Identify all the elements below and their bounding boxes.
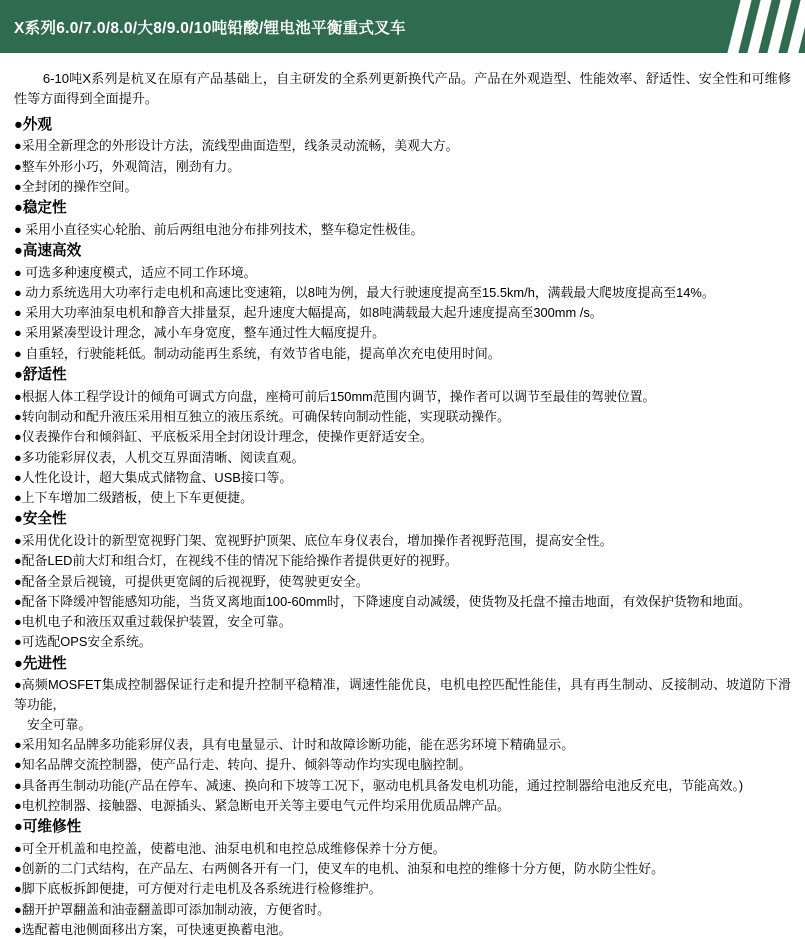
page-header [0, 0, 805, 53]
bullet-item: ●高频MOSFET集成控制器保证行走和提升控制平稳精准，调速性能优良，电机电控匹配性能佳，具有再生制动、反接制动、坡道防下滑等功能， [14, 677, 791, 712]
bullet-item: ●配备下降缓冲智能感知功能，当货叉离地面100-60mm时，下降速度自动减缓，使货物及托盘不撞击地面，有效保护货物和地面。 [14, 593, 752, 609]
section-heading-safety: ●安全性 [14, 511, 67, 528]
section-heading-advanced: ●先进性 [14, 655, 67, 672]
bullet-item: ●具备再生制动功能(产品在停车、减速、换向和下坡等工况下，驱动电机具备发电机功能，通过控制器给电池反充电，节能高效。) [14, 777, 744, 793]
bullet-item: ●电机控制器、接触器、电源插头、紧急断电开关等主要电气元件均采用优质品牌产品。 [14, 797, 510, 813]
bullet-item: ● 采用大功率油泵电机和静音大排量泵，起升速度大幅提高，如8吨满载最大起升速度提高至300mm /s。 [14, 305, 603, 321]
bullet-item: ●仪表操作台和倾斜缸、平底板采用全封闭设计理念，使操作更舒适安全。 [14, 429, 433, 445]
page-title: X系列6.0/7.0/8.0/大8/9.0/10吨铅酸/锂电池平衡重式叉车 [14, 19, 406, 37]
section-heading-comfort: ●舒适性 [14, 367, 67, 384]
section-heading-stability: ●稳定性 [14, 200, 67, 217]
bullet-item: ● 采用小直径实心轮胎、前后两组电池分布排列技术，整车稳定性极佳。 [14, 221, 424, 237]
bullet-item: ●可全开机盖和电控盖，使蓄电池、油泵电机和电控总成维修保养十分方便。 [14, 840, 446, 856]
bullet-item: ●配备全景后视镜，可提供更宽阔的后视视野，使驾驶更安全。 [14, 573, 369, 589]
section-heading-appearance: ●外观 [14, 116, 53, 133]
bullet-item: ● 自重轻，行驶能耗低。制动动能再生系统，有效节省电能，提高单次充电使用时间。 [14, 345, 501, 361]
bullet-item-continuation: 安全可靠。 [27, 716, 92, 732]
bullet-item: ●采用优化设计的新型宽视野门架、宽视野护顶架、底位车身仪表台，增加操作者视野范围，提高安全性。 [14, 532, 613, 548]
section-heading-speed-efficiency: ●高速高效 [14, 243, 82, 259]
bullet-item: ●采用知名品牌多功能彩屏仪表，具有电量显示、计时和故障诊断功能，能在恶劣环境下精确显示。 [14, 737, 575, 753]
bullet-item: ●配备LED前大灯和组合灯，在视线不佳的情况下能给操作者提供更好的视野。 [14, 553, 458, 569]
bullet-item: ●人性化设计，超大集成式储物盒、USB接口等。 [14, 469, 293, 485]
bullet-item: ●转向制动和配升液压采用相互独立的液压系统。可确保转向制动性能，实现联动操作。 [14, 408, 510, 424]
intro-paragraph: 6-10吨X系列是杭叉在原有产品基础上，自主研发的全系列更新换代产品。产品在外观造型、性能效率、舒适性、安全性和可维修性等方面得到全面提升。 [14, 71, 791, 107]
bullet-item: ●知名品牌交流控制器，使产品行走、转向、提升、倾斜等动作均实现电脑控制。 [14, 757, 472, 773]
header-stripe-group [725, 0, 805, 53]
header-stripe [767, 0, 791, 53]
bullet-item: ●上下车增加二级踏板，使上下车更便捷。 [14, 490, 253, 506]
bullet-item: ●根据人体工程学设计的倾角可调式方向盘，座椅可前后150mm范围内调节，操作者可以调节至最佳的驾驶位置。 [14, 388, 656, 404]
bullet-item: ●可选配OPS安全系统。 [14, 634, 152, 650]
bullet-item: ●创新的二门式结构，在产品左、右两侧各开有一门，使叉车的电机、油泵和电控的维修十分方便，防水防尘性好。 [14, 861, 664, 877]
bullet-item: ● 动力系统选用大功率行走电机和高速比变速箱，以8吨为例，最大行驶速度提高至15.5km/h，满载最大爬坡度提高至14%。 [14, 284, 715, 300]
header-stripe [727, 0, 751, 53]
header-stripe [747, 0, 771, 53]
document-body [0, 53, 805, 939]
bullet-item: ●电机电子和液压双重过载保护装置，安全可靠。 [14, 614, 292, 630]
section-heading-maintainability: ●可维修性 [14, 819, 82, 836]
bullet-item: ●整车外形小巧，外观简洁，刚劲有力。 [14, 158, 241, 174]
bullet-item: ●多功能彩屏仪表，人机交互界面清晰、阅读直观。 [14, 449, 305, 465]
bullet-item: ● 可选多种速度模式，适应不同工作环境。 [14, 264, 257, 280]
bullet-item: ●全封闭的操作空间。 [14, 178, 138, 194]
bullet-item: ●采用全新理念的外形设计方法，流线型曲面造型，线条灵动流畅，美观大方。 [14, 138, 459, 154]
bullet-item: ● 采用紧凑型设计理念，减小车身宽度，整车通过性大幅度提升。 [14, 325, 385, 341]
bullet-item: ●翻开护罩翻盖和油壶翻盖即可添加制动液，方便省时。 [14, 901, 331, 917]
bullet-item: ●选配蓄电池侧面移出方案，可快速更换蓄电池。 [14, 921, 292, 937]
header-stripe [787, 0, 805, 53]
bullet-item: ●脚下底板拆卸便捷，可方便对行走电机及各系统进行检修维护。 [14, 881, 382, 897]
